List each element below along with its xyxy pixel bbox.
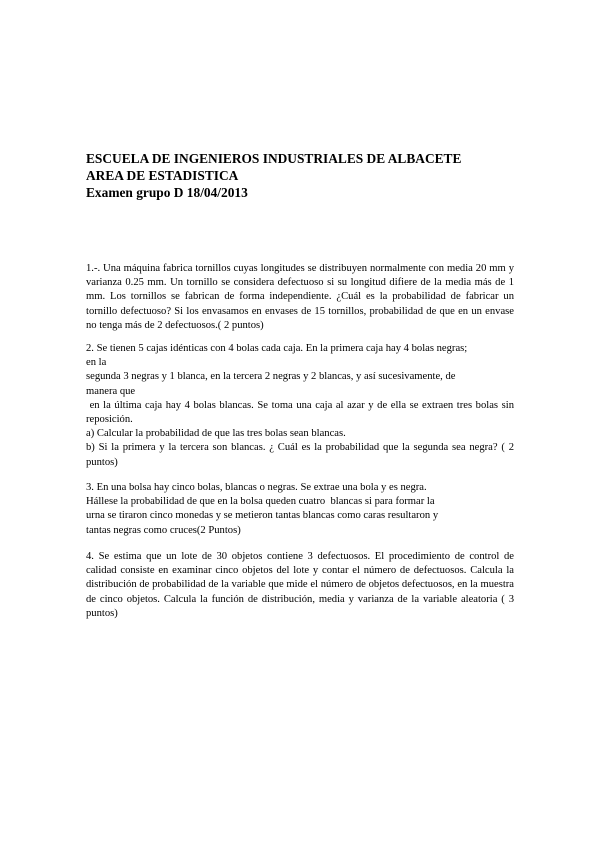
question-1 — [86, 262, 514, 333]
question-4 — [86, 550, 514, 621]
department-name: AREA DE ESTADISTICA — [86, 168, 239, 183]
question-2 — [86, 342, 517, 470]
question-3-line: 3. En una bolsa hay cinco bolas, blancas o negras. Se extrae una bola y es negra. — [86, 482, 427, 493]
question-3 — [86, 481, 514, 538]
exam-header — [86, 150, 526, 201]
school-name: ESCUELA DE INGENIEROS INDUSTRIALES DE ALBACETE — [86, 151, 462, 166]
question-3-line: urna se tiraron cinco monedas y se metieron tantas blancas como caras resultaron y — [86, 510, 439, 522]
question-2-line: en la última caja hay 4 bolas blancas. Se toma una caja al azar y de ella se extraen tres bolas sin reposición. — [86, 399, 517, 426]
question-4-text: 4. Se estima que un lote de 30 objetos contiene 3 defectuosos. El procedimiento de control de calidad consiste en examinar cinco objetos del lote y contar el número de defectuosos. Calcula la distribución de probabilidad de la variable que mide el número de objetos defectuosos, en la muestra de cinco objetos. Calcula la función de distribución, media y varianza de la variable aleatoria ( 3 puntos) — [86, 551, 514, 619]
question-2-line: segunda 3 negras y 1 blanca, en la tercera 2 negras y 2 blancas, y así sucesivamente, de — [86, 371, 456, 383]
question-1-text: 1.-. Una máquina fabrica tornillos cuyas longitudes se distribuyen normalmente con media 20 mm y varianza 0.25 mm. Un tornillo se considera defectuoso si su longitud difiere de la media más de 1 mm. Los tornillos se fabrican de forma independiente. ¿Cuál es la probabilidad de fabricar un tornillo defectuoso? Si los envasamos en envases de 15 tornillos, probabilidad de que en un envase no tenga más de 2 defectuosos.( 2 puntos) — [86, 263, 514, 331]
exam-title: Examen grupo D 18/04/2013 — [86, 185, 248, 200]
question-2-line: 2. Se tienen 5 cajas idénticas con 4 bolas cada caja. En la primera caja hay 4 bolas negras; — [86, 343, 468, 354]
question-3-line: Hállese la probabilidad de que en la bolsa queden cuatro blancas si para formar la — [86, 496, 435, 508]
question-2-part-a: a) Calcular la probabilidad de que las tres bolas sean blancas. — [86, 428, 346, 440]
question-2-line: en la — [86, 357, 107, 369]
question-3-line: tantas negras como cruces(2 Puntos) — [86, 524, 241, 536]
question-2-part-b: b) Si la primera y la tercera son blancas. ¿ Cuál es la probabilidad que la segunda sea negra? ( 2 puntos) — [86, 442, 514, 468]
question-2-line: manera que — [86, 385, 136, 397]
